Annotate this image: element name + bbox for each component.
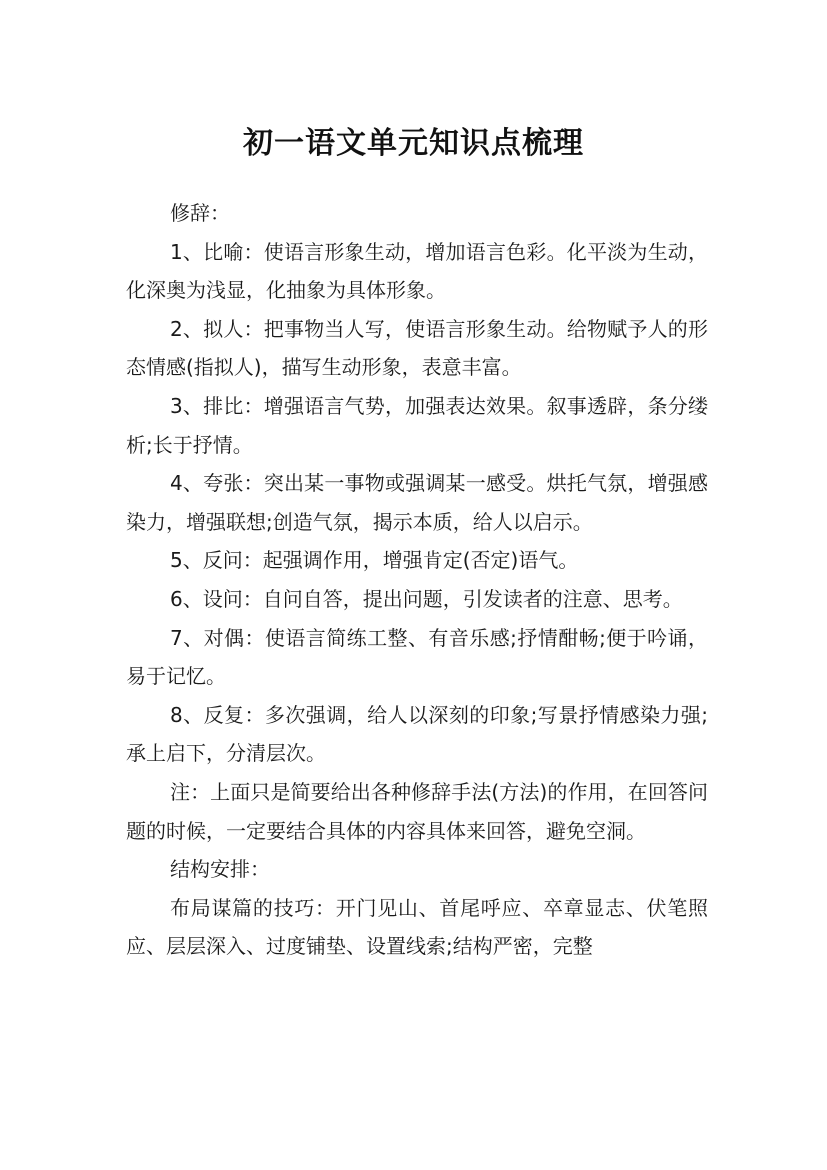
paragraph-parallelism: 3、排比：增强语言气势，加强表达效果。叙事透辟，条分缕析;长于抒情。: [126, 393, 708, 457]
paragraph-rhetorical-question: 5、反问：起强调作用，增强肯定(否定)语气。: [170, 548, 579, 573]
paragraph-antithesis: 7、对偶：使语言简练工整、有音乐感;抒情酣畅;便于吟诵，易于记忆。: [126, 625, 708, 689]
heading-structure: 结构安排：: [170, 857, 270, 882]
paragraph-hyperbole: 4、夸张：突出某一事物或强调某一感受。烘托气氛，增强感染力，增强联想;创造气氛，揭示本质，给人以启示。: [126, 471, 708, 534]
paragraph-repetition: 8、反复：多次强调，给人以深刻的印象;写景抒情感染力强;承上启下，分清层次。: [126, 702, 708, 766]
document-body: [126, 194, 708, 966]
heading-rhetoric: 修辞：: [170, 201, 230, 225]
document-title: 初一语文单元知识点梳理: [243, 126, 584, 162]
paragraph-personification: 2、拟人：把事物当人写，使语言形象生动。给物赋予人的形态情感(指拟人)，描写生动形象，表意丰富。: [126, 316, 708, 380]
paragraph-layout-techniques: 布局谋篇的技巧：开门见山、首尾呼应、卒章显志、伏笔照应、层层深入、过度铺垫、设置线索;结构严密，完整: [126, 895, 708, 959]
paragraph-hypophora: 6、设问：自问自答，提出问题，引发读者的注意、思考。: [170, 586, 683, 611]
paragraph-metaphor: 1、比喻：使语言形象生动，增加语言色彩。化平淡为生动，化深奥为浅显，化抽象为具体形象。: [126, 239, 708, 303]
paragraph-note: 注：上面只是简要给出各种修辞手法(方法)的作用，在回答问题的时候，一定要结合具体的内容具体来回答，避免空洞。: [126, 779, 708, 843]
